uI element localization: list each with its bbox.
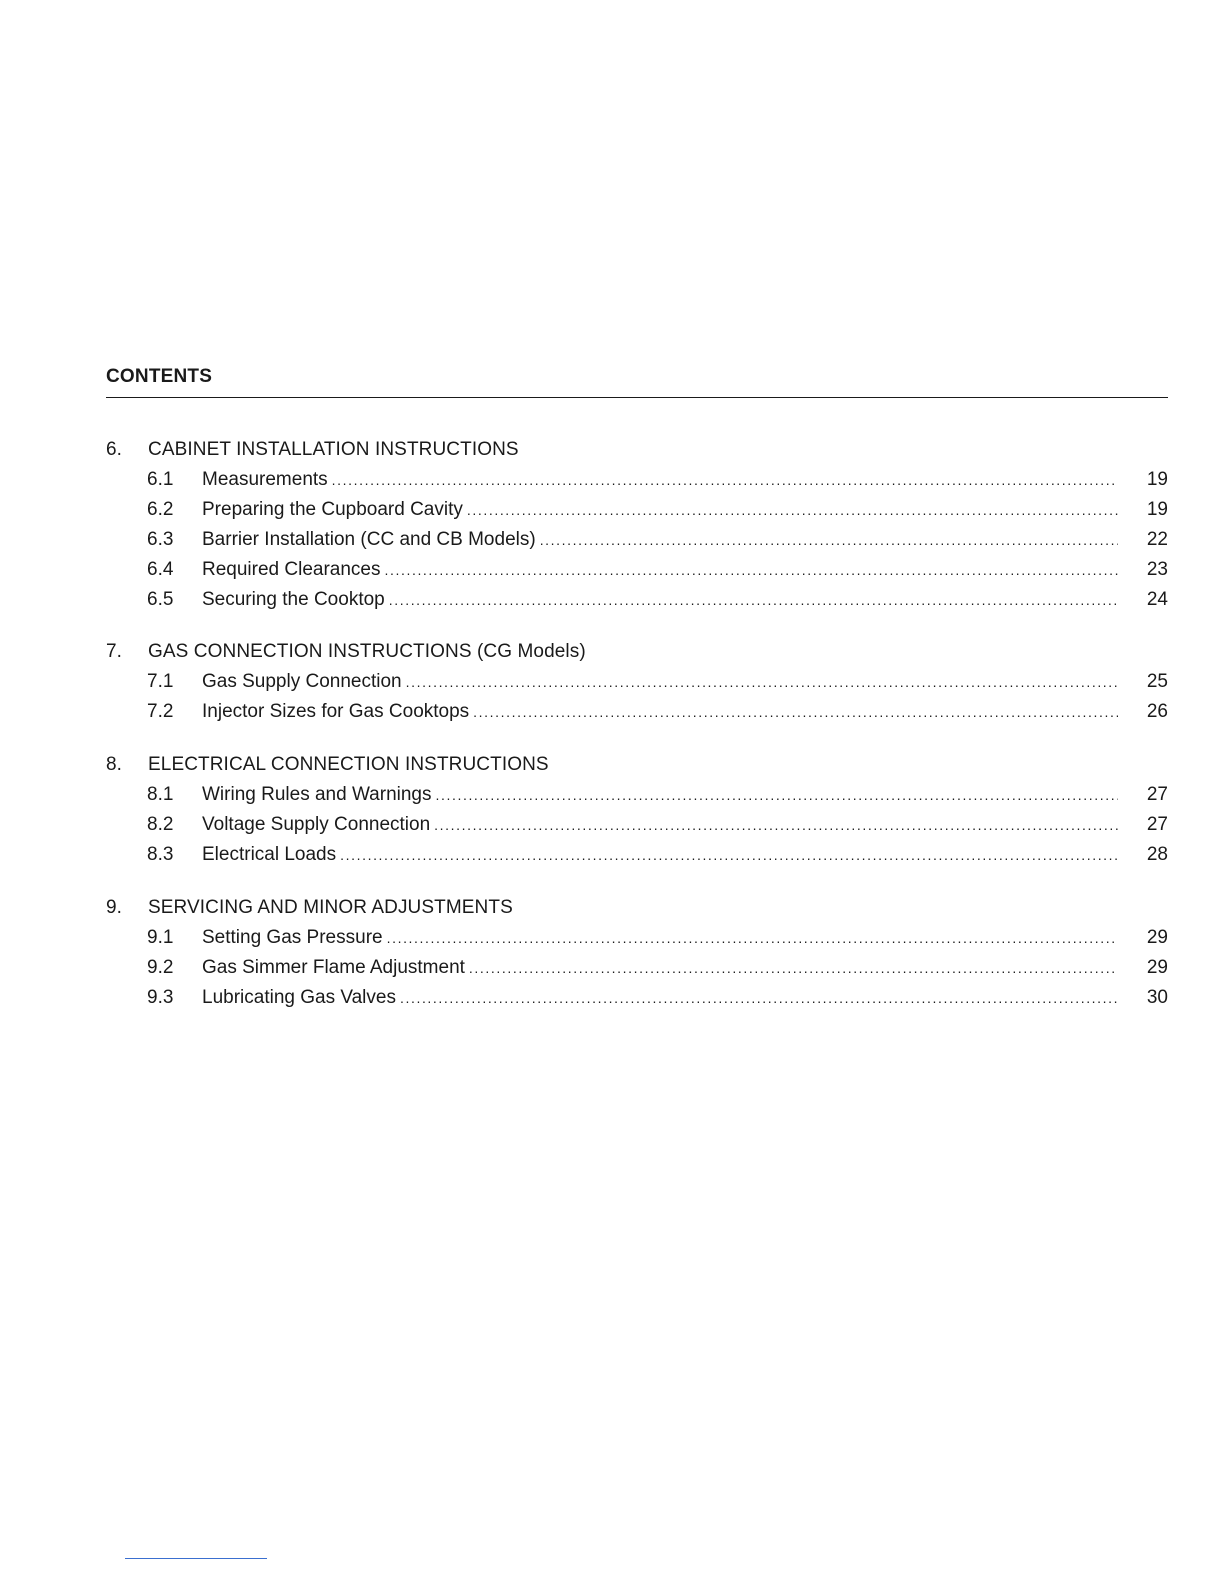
entry-number: 8.3 [147, 844, 174, 865]
dot-leader [332, 472, 1118, 488]
toc-entry[interactable] [0, 927, 1224, 957]
entry-page-number: 27 [1146, 814, 1168, 835]
entry-number: 7.1 [147, 671, 174, 692]
toc-entry[interactable] [0, 671, 1224, 701]
entry-title: Gas Supply Connection [202, 671, 406, 693]
entry-page-number: 24 [1146, 589, 1168, 610]
toc-entry[interactable] [0, 987, 1224, 1017]
dot-leader [434, 817, 1118, 833]
toc-entry[interactable] [0, 589, 1224, 619]
footer-underline [125, 1558, 267, 1559]
entry-number: 8.2 [147, 814, 174, 835]
toc-entry[interactable] [0, 957, 1224, 987]
entry-number: 6.5 [147, 589, 174, 610]
toc-section [0, 754, 1224, 874]
toc-section [0, 897, 1224, 1017]
dot-leader [467, 502, 1118, 518]
entry-number: 6.3 [147, 529, 174, 550]
entry-page-number: 29 [1146, 927, 1168, 948]
entry-number: 6.2 [147, 499, 174, 520]
entry-number: 7.2 [147, 701, 174, 722]
entry-title: Preparing the Cupboard Cavity [202, 499, 467, 521]
entry-number: 6.1 [147, 469, 174, 490]
toc-entry[interactable] [0, 844, 1224, 874]
entry-title: Required Clearances [202, 559, 385, 581]
entry-title: Securing the Cooktop [202, 589, 389, 611]
entry-title: Lubricating Gas Valves [202, 987, 400, 1009]
entry-page-number: 28 [1146, 844, 1168, 865]
dot-leader [473, 704, 1118, 720]
section-number: 9. [106, 897, 122, 918]
entry-title: Injector Sizes for Gas Cooktops [202, 701, 473, 723]
entry-page-number: 30 [1146, 987, 1168, 1008]
toc-entry[interactable] [0, 469, 1224, 499]
section-number: 8. [106, 754, 122, 775]
toc-entry[interactable] [0, 814, 1224, 844]
dot-leader [340, 847, 1118, 863]
entry-title: Gas Simmer Flame Adjustment [202, 957, 469, 979]
entry-title: Measurements [202, 469, 332, 491]
entry-page-number: 19 [1146, 469, 1168, 490]
toc-entry[interactable] [0, 784, 1224, 814]
toc-section [0, 641, 1224, 731]
dot-leader [469, 960, 1118, 976]
section-number: 7. [106, 641, 122, 662]
entry-title: Wiring Rules and Warnings [202, 784, 436, 806]
toc-entry[interactable] [0, 559, 1224, 589]
entry-number: 6.4 [147, 559, 174, 580]
entry-number: 9.2 [147, 957, 174, 978]
section-heading [0, 641, 1224, 671]
section-heading [0, 439, 1224, 469]
entry-title: Voltage Supply Connection [202, 814, 434, 836]
entry-title: Electrical Loads [202, 844, 340, 866]
toc-entry[interactable] [0, 499, 1224, 529]
entry-number: 9.3 [147, 987, 174, 1008]
dot-leader [385, 562, 1119, 578]
toc-section [0, 439, 1224, 619]
section-title: SERVICING AND MINOR ADJUSTMENTS [148, 897, 513, 918]
toc-entry[interactable] [0, 701, 1224, 731]
dot-leader [389, 592, 1118, 608]
dot-leader [436, 787, 1119, 803]
entry-number: 9.1 [147, 927, 174, 948]
dot-leader [400, 990, 1118, 1006]
entry-page-number: 19 [1146, 499, 1168, 520]
entry-title: Barrier Installation (CC and CB Models) [202, 529, 540, 551]
dot-leader [540, 532, 1118, 548]
entry-page-number: 25 [1146, 671, 1168, 692]
entry-page-number: 29 [1146, 957, 1168, 978]
section-title: GAS CONNECTION INSTRUCTIONS (CG Models) [148, 641, 586, 662]
entry-title: Setting Gas Pressure [202, 927, 387, 949]
entry-page-number: 27 [1146, 784, 1168, 805]
contents-heading: CONTENTS [106, 366, 213, 387]
toc-entry[interactable] [0, 529, 1224, 559]
section-number: 6. [106, 439, 122, 460]
entry-page-number: 23 [1146, 559, 1168, 580]
heading-divider [106, 397, 1168, 398]
section-title: CABINET INSTALLATION INSTRUCTIONS [148, 439, 519, 460]
entry-page-number: 22 [1146, 529, 1168, 550]
dot-leader [387, 930, 1118, 946]
section-title: ELECTRICAL CONNECTION INSTRUCTIONS [148, 754, 549, 775]
entry-number: 8.1 [147, 784, 174, 805]
section-heading [0, 754, 1224, 784]
entry-page-number: 26 [1146, 701, 1168, 722]
section-heading [0, 897, 1224, 927]
dot-leader [406, 674, 1118, 690]
